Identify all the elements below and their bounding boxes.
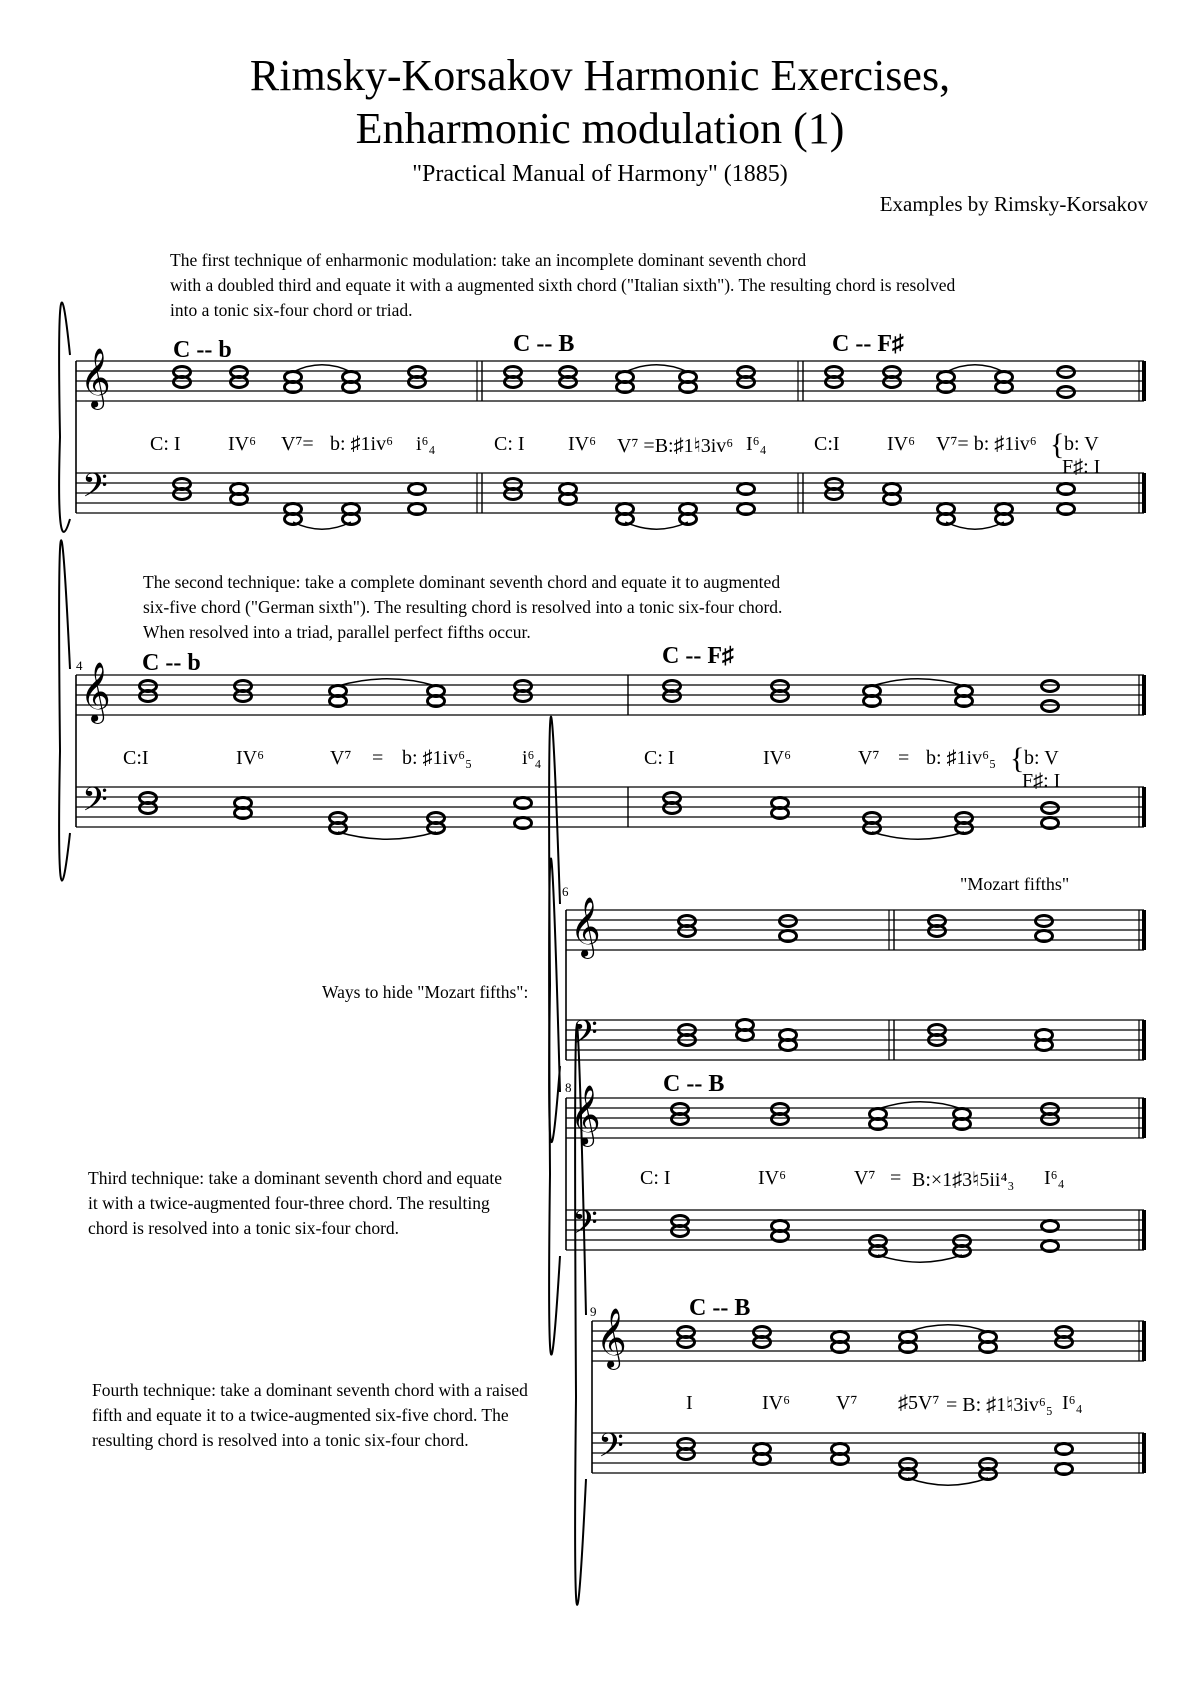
roman-numeral: ♯5V⁷: [898, 1392, 940, 1414]
roman-numeral: i⁶₄: [522, 747, 542, 769]
page-title: Rimsky-Korsakov Harmonic Exercises,: [249, 51, 951, 100]
key-label: C -- b: [142, 650, 201, 676]
roman-numeral: V⁷: [854, 1167, 876, 1189]
roman-numeral: V⁷: [836, 1392, 858, 1414]
roman-numeral: =: [890, 1167, 902, 1189]
text-line: with a doubled third and equate it with a augmented sixth chord ("Italian sixth"). The resulting chord is resolved: [170, 275, 956, 295]
composer-credit: Examples by Rimsky-Korsakov: [879, 192, 1148, 216]
key-label: C -- b: [173, 337, 232, 363]
treble-clef-icon: 𝄞: [80, 348, 111, 408]
treble-clef-icon: 𝄞: [596, 1308, 627, 1368]
bass-clef-icon: 𝄢: [598, 1427, 624, 1473]
roman-numeral: V⁷=: [281, 433, 314, 455]
measure-number: 4: [76, 658, 83, 673]
roman-numeral: C: I: [644, 747, 675, 769]
system-brace: [59, 303, 70, 532]
text-line: into a tonic six-four chord or triad.: [170, 300, 413, 320]
bass-clef-icon: 𝄢: [572, 1204, 598, 1250]
roman-numeral: B:×1♯3♮5ii⁴₃: [912, 1169, 1015, 1191]
roman-numeral: C:I: [814, 433, 840, 455]
treble-clef-icon: 𝄞: [570, 897, 601, 957]
roman-numeral: =: [898, 747, 910, 769]
roman-numeral: IV⁶: [887, 433, 916, 455]
page-subtitle: "Practical Manual of Harmony" (1885): [412, 161, 788, 187]
roman-numeral: V⁷: [858, 747, 880, 769]
text-line: six-five chord ("German sixth"). The resulting chord is resolved into a tonic six-four chord.: [143, 597, 783, 617]
roman-numeral: IV⁶: [568, 433, 597, 455]
roman-numeral: = B: ♯1♮3iv⁶₅: [946, 1394, 1053, 1416]
bass-clef-icon: 𝄢: [82, 467, 108, 513]
roman-numeral: I⁶₄: [746, 433, 767, 455]
text-line: The second technique: take a complete dominant seventh chord and equate it to augmented: [143, 572, 781, 592]
notehead: [1042, 701, 1059, 712]
roman-numeral: IV⁶: [762, 1392, 791, 1414]
notehead: [780, 916, 797, 927]
mozart-fifths-annotation: "Mozart fifths": [960, 874, 1070, 894]
roman-numeral: C: I: [150, 433, 181, 455]
key-label: C -- F♯: [662, 643, 734, 669]
notehead: [1036, 916, 1053, 927]
notehead: [1058, 367, 1075, 378]
measure-number: 6: [562, 884, 569, 899]
roman-numeral: i⁶₄: [416, 433, 436, 455]
key-label: C -- B: [663, 1071, 725, 1097]
tie: [878, 1255, 962, 1262]
text-line: When resolved into a triad, parallel perfect fifths occur.: [143, 622, 531, 642]
roman-numeral: b: ♯1iv⁶₅: [926, 747, 997, 769]
brace-glyph: {: [1050, 428, 1065, 461]
notehead: [1058, 387, 1075, 398]
roman-numeral: F♯: I: [1022, 770, 1061, 792]
text-line: Third technique: take a dominant seventh chord and equate: [88, 1168, 503, 1188]
mozart-label: Ways to hide "Mozart fifths":: [322, 982, 529, 1002]
roman-numeral: I⁶₄: [1062, 1392, 1083, 1414]
roman-numeral: V⁷ =B:♯1♮3iv⁶: [617, 435, 734, 457]
roman-numeral: C:I: [123, 747, 149, 769]
roman-numeral: C: I: [494, 433, 525, 455]
tie: [338, 832, 436, 839]
tie: [908, 1478, 988, 1485]
roman-numeral: I: [686, 1392, 693, 1414]
text-line: it with a twice-augmented four-three chord. The resulting: [88, 1193, 490, 1213]
text-line: resulting chord is resolved into a tonic six-four chord.: [92, 1430, 469, 1450]
brace-glyph: {: [1010, 742, 1025, 775]
system-brace: [59, 540, 70, 880]
treble-clef-icon: 𝄞: [80, 662, 111, 722]
key-label: C -- B: [513, 331, 575, 357]
text-line: Fourth technique: take a dominant seventh chord with a raised: [92, 1380, 528, 1400]
roman-numeral: b: V: [1064, 433, 1099, 455]
notehead: [1042, 803, 1059, 814]
roman-numeral: V⁷: [330, 747, 352, 769]
system-brace: [549, 858, 560, 1354]
roman-numeral: V⁷= b: ♯1iv⁶: [936, 433, 1037, 455]
text-line: chord is resolved into a tonic six-four chord.: [88, 1218, 400, 1238]
text-line: fifth and equate it to a twice-augmented six-five chord. The: [92, 1405, 509, 1425]
notehead: [1042, 681, 1059, 692]
tie: [625, 522, 688, 529]
roman-numeral: IV⁶: [228, 433, 257, 455]
roman-numeral: b: ♯1iv⁶₅: [402, 747, 473, 769]
roman-numeral: b: V: [1024, 747, 1059, 769]
roman-numeral: IV⁶: [236, 747, 265, 769]
roman-numeral: IV⁶: [763, 747, 792, 769]
tie: [872, 832, 964, 839]
measure-number: 9: [590, 1304, 597, 1319]
bass-clef-icon: 𝄢: [82, 781, 108, 827]
text-line: The first technique of enharmonic modulation: take an incomplete dominant seventh chord: [170, 250, 807, 270]
key-label: C -- B: [689, 1295, 751, 1321]
roman-numeral: C: I: [640, 1167, 671, 1189]
measure-number: 8: [565, 1080, 572, 1095]
key-label: C -- F♯: [832, 331, 904, 357]
bass-clef-icon: 𝄢: [572, 1014, 598, 1060]
roman-numeral: IV⁶: [758, 1167, 787, 1189]
treble-clef-icon: 𝄞: [570, 1085, 601, 1145]
page-title-line2: Enharmonic modulation (1): [355, 104, 845, 153]
roman-numeral: b: ♯1iv⁶: [330, 433, 394, 455]
tie: [293, 522, 351, 529]
roman-numeral: I⁶₄: [1044, 1167, 1065, 1189]
roman-numeral: F♯: I: [1062, 456, 1101, 478]
roman-numeral: =: [372, 747, 384, 769]
tie: [946, 522, 1004, 529]
